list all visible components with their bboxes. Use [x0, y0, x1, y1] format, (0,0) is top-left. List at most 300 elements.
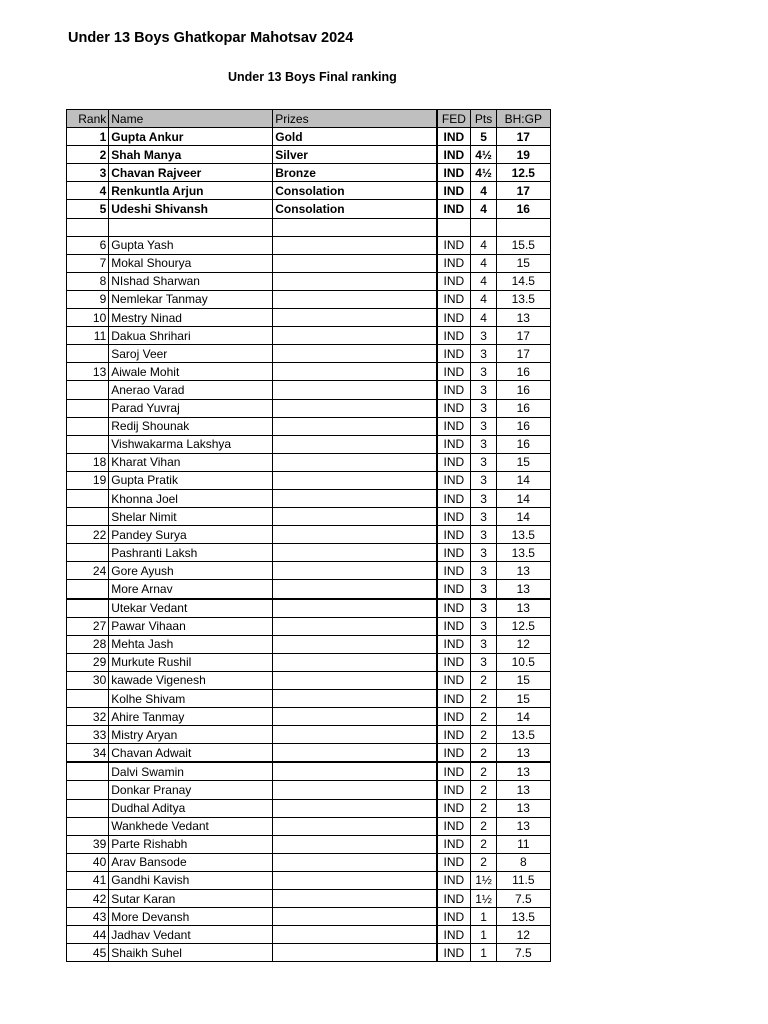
cell-rank — [67, 690, 109, 708]
table-row — [67, 381, 551, 399]
cell-rank — [67, 544, 109, 562]
table-row — [67, 726, 551, 744]
cell-prize — [273, 580, 437, 599]
cell-fed: IND — [437, 635, 471, 653]
cell-rank — [67, 417, 109, 435]
cell-bhgp: 12.5 — [496, 617, 550, 635]
cell-prize — [273, 544, 437, 562]
cell-bhgp: 13.5 — [496, 544, 550, 562]
table-row — [67, 526, 551, 544]
table-row — [67, 708, 551, 726]
cell-fed: IND — [437, 671, 471, 689]
cell-prize: Gold — [273, 128, 437, 146]
cell-prize — [273, 236, 437, 254]
table-row — [67, 272, 551, 290]
cell-prize — [273, 272, 437, 290]
cell-rank: 10 — [67, 309, 109, 327]
cell-rank — [67, 817, 109, 835]
table-row — [67, 744, 551, 763]
table-row — [67, 562, 551, 580]
cell-pts: 2 — [471, 726, 496, 744]
cell-rank: 29 — [67, 653, 109, 671]
cell-bhgp: 15 — [496, 453, 550, 471]
table-row — [67, 781, 551, 799]
document-title: Under 13 Boys Ghatkopar Mahotsav 2024 — [68, 30, 354, 46]
cell-fed: IND — [437, 799, 471, 817]
cell-bhgp: 12 — [496, 635, 550, 653]
cell-prize — [273, 944, 437, 962]
cell-prize — [273, 671, 437, 689]
cell-prize — [273, 817, 437, 835]
cell-name: Pawar Vihaan — [109, 617, 273, 635]
cell-pts: 3 — [471, 327, 496, 345]
cell-pts: 3 — [471, 617, 496, 635]
cell-fed: IND — [437, 327, 471, 345]
cell-fed: IND — [437, 453, 471, 471]
table-row — [67, 164, 551, 182]
table-row — [67, 345, 551, 363]
cell-bhgp: 16 — [496, 399, 550, 417]
cell-prize — [273, 254, 437, 272]
cell-name: Gandhi Kavish — [109, 871, 273, 889]
cell-prize — [273, 871, 437, 889]
cell-prize — [273, 908, 437, 926]
cell-name: Gore Ayush — [109, 562, 273, 580]
cell-prize — [273, 399, 437, 417]
cell-fed: IND — [437, 182, 471, 200]
table-row — [67, 254, 551, 272]
cell-name: Kharat Vihan — [109, 453, 273, 471]
cell-pts: 1½ — [471, 871, 496, 889]
cell-bhgp: 11 — [496, 835, 550, 853]
cell-bhgp: 14 — [496, 471, 550, 489]
cell-name: Dakua Shrihari — [109, 327, 273, 345]
cell-fed: IND — [437, 580, 471, 599]
cell-pts: 4 — [471, 236, 496, 254]
cell-rank: 18 — [67, 453, 109, 471]
cell-pts: 3 — [471, 526, 496, 544]
cell-pts: 2 — [471, 817, 496, 835]
table-row — [67, 671, 551, 689]
cell-fed — [437, 218, 471, 236]
cell-name: Chavan Rajveer — [109, 164, 273, 182]
table-row — [67, 890, 551, 908]
table-row — [67, 417, 551, 435]
cell-rank: 13 — [67, 363, 109, 381]
cell-bhgp: 12 — [496, 926, 550, 944]
cell-bhgp: 13 — [496, 799, 550, 817]
table-row — [67, 236, 551, 254]
cell-rank: 7 — [67, 254, 109, 272]
cell-fed: IND — [437, 254, 471, 272]
cell-prize — [273, 708, 437, 726]
cell-fed: IND — [437, 762, 471, 781]
table-row — [67, 327, 551, 345]
cell-rank: 22 — [67, 526, 109, 544]
cell-pts: 1 — [471, 926, 496, 944]
cell-rank: 41 — [67, 871, 109, 889]
cell-pts: 2 — [471, 835, 496, 853]
table-row — [67, 908, 551, 926]
cell-pts: 2 — [471, 690, 496, 708]
cell-bhgp: 17 — [496, 327, 550, 345]
cell-prize — [273, 327, 437, 345]
cell-pts: 4 — [471, 254, 496, 272]
cell-name: Gupta Yash — [109, 236, 273, 254]
cell-prize: Bronze — [273, 164, 437, 182]
cell-name: Shelar Nimit — [109, 508, 273, 526]
cell-fed: IND — [437, 617, 471, 635]
cell-fed: IND — [437, 653, 471, 671]
cell-fed: IND — [437, 417, 471, 435]
header-name: Name — [109, 110, 273, 128]
cell-pts: 3 — [471, 381, 496, 399]
cell-name: Shaikh Suhel — [109, 944, 273, 962]
cell-fed: IND — [437, 146, 471, 164]
cell-prize: Consolation — [273, 200, 437, 218]
cell-fed: IND — [437, 508, 471, 526]
table-row — [67, 635, 551, 653]
cell-rank: 44 — [67, 926, 109, 944]
table-header — [67, 110, 551, 128]
cell-pts: 4 — [471, 309, 496, 327]
cell-fed: IND — [437, 471, 471, 489]
cell-pts: 3 — [471, 544, 496, 562]
cell-pts: 5 — [471, 128, 496, 146]
cell-pts: 3 — [471, 562, 496, 580]
cell-rank — [67, 435, 109, 453]
cell-bhgp: 11.5 — [496, 871, 550, 889]
cell-prize — [273, 690, 437, 708]
cell-pts: 4 — [471, 182, 496, 200]
cell-name: Parad Yuvraj — [109, 399, 273, 417]
cell-rank — [67, 799, 109, 817]
cell-fed: IND — [437, 544, 471, 562]
cell-pts: 2 — [471, 671, 496, 689]
cell-fed: IND — [437, 690, 471, 708]
cell-prize — [273, 526, 437, 544]
cell-fed: IND — [437, 309, 471, 327]
cell-name: Aiwale Mohit — [109, 363, 273, 381]
cell-name: Jadhav Vedant — [109, 926, 273, 944]
cell-name: Mokal Shourya — [109, 254, 273, 272]
cell-name: Dudhal Aditya — [109, 799, 273, 817]
cell-pts: 3 — [471, 599, 496, 618]
cell-bhgp: 15 — [496, 690, 550, 708]
cell-name: Arav Bansode — [109, 853, 273, 871]
cell-bhgp: 16 — [496, 435, 550, 453]
cell-pts: 3 — [471, 471, 496, 489]
cell-name: Chavan Adwait — [109, 744, 273, 763]
cell-pts: 4½ — [471, 164, 496, 182]
cell-rank — [67, 489, 109, 507]
table-row — [67, 128, 551, 146]
cell-prize — [273, 635, 437, 653]
cell-rank: 2 — [67, 146, 109, 164]
cell-pts: 3 — [471, 653, 496, 671]
cell-fed: IND — [437, 381, 471, 399]
cell-name: Renkuntla Arjun — [109, 182, 273, 200]
cell-name: kawade Vigenesh — [109, 671, 273, 689]
cell-pts: 3 — [471, 580, 496, 599]
cell-bhgp: 13 — [496, 599, 550, 618]
cell-rank: 30 — [67, 671, 109, 689]
cell-prize — [273, 562, 437, 580]
table-row — [67, 799, 551, 817]
cell-pts: 3 — [471, 435, 496, 453]
table-row — [67, 944, 551, 962]
cell-pts: 1 — [471, 908, 496, 926]
table-row — [67, 653, 551, 671]
cell-name: Parte Rishabh — [109, 835, 273, 853]
cell-bhgp: 10.5 — [496, 653, 550, 671]
cell-prize: Consolation — [273, 182, 437, 200]
cell-bhgp: 13.5 — [496, 526, 550, 544]
cell-bhgp: 13.5 — [496, 908, 550, 926]
cell-bhgp: 17 — [496, 345, 550, 363]
cell-fed: IND — [437, 908, 471, 926]
cell-prize — [273, 926, 437, 944]
cell-fed: IND — [437, 871, 471, 889]
cell-rank: 8 — [67, 272, 109, 290]
cell-bhgp: 16 — [496, 381, 550, 399]
cell-bhgp — [496, 218, 550, 236]
cell-prize — [273, 363, 437, 381]
cell-name: Donkar Pranay — [109, 781, 273, 799]
cell-rank — [67, 781, 109, 799]
cell-pts: 3 — [471, 508, 496, 526]
cell-rank: 40 — [67, 853, 109, 871]
cell-bhgp: 13.5 — [496, 290, 550, 308]
cell-bhgp: 15 — [496, 671, 550, 689]
cell-prize: Silver — [273, 146, 437, 164]
cell-fed: IND — [437, 599, 471, 618]
cell-prize — [273, 853, 437, 871]
cell-rank: 19 — [67, 471, 109, 489]
cell-prize — [273, 435, 437, 453]
cell-rank — [67, 508, 109, 526]
cell-fed: IND — [437, 164, 471, 182]
cell-bhgp: 14 — [496, 508, 550, 526]
cell-pts: 3 — [471, 635, 496, 653]
cell-name: Redij Shounak — [109, 417, 273, 435]
table-row — [67, 762, 551, 781]
cell-bhgp: 14 — [496, 708, 550, 726]
cell-name: Pashranti Laksh — [109, 544, 273, 562]
header-prizes: Prizes — [273, 110, 437, 128]
cell-prize — [273, 453, 437, 471]
cell-prize — [273, 744, 437, 763]
cell-rank — [67, 580, 109, 599]
cell-prize — [273, 726, 437, 744]
cell-pts: 3 — [471, 417, 496, 435]
cell-name: Vishwakarma Lakshya — [109, 435, 273, 453]
cell-pts: 3 — [471, 399, 496, 417]
cell-name: Mehta Jash — [109, 635, 273, 653]
cell-pts: 4 — [471, 290, 496, 308]
cell-name: More Devansh — [109, 908, 273, 926]
cell-bhgp: 19 — [496, 146, 550, 164]
cell-name: Kolhe Shivam — [109, 690, 273, 708]
table-body — [67, 128, 551, 962]
cell-rank: 43 — [67, 908, 109, 926]
cell-name: Mistry Aryan — [109, 726, 273, 744]
document-subtitle: Under 13 Boys Final ranking — [228, 70, 397, 84]
cell-rank — [67, 762, 109, 781]
cell-rank: 4 — [67, 182, 109, 200]
cell-pts: 1 — [471, 944, 496, 962]
table-row — [67, 290, 551, 308]
table-row — [67, 309, 551, 327]
cell-rank: 27 — [67, 617, 109, 635]
cell-prize — [273, 381, 437, 399]
cell-pts: 3 — [471, 489, 496, 507]
cell-name: Gupta Ankur — [109, 128, 273, 146]
cell-bhgp: 8 — [496, 853, 550, 871]
cell-pts: 3 — [471, 363, 496, 381]
table-row — [67, 218, 551, 236]
cell-fed: IND — [437, 200, 471, 218]
cell-rank: 3 — [67, 164, 109, 182]
cell-rank: 39 — [67, 835, 109, 853]
cell-rank: 6 — [67, 236, 109, 254]
cell-name: Shah Manya — [109, 146, 273, 164]
cell-prize — [273, 890, 437, 908]
cell-name: Wankhede Vedant — [109, 817, 273, 835]
cell-bhgp: 13 — [496, 580, 550, 599]
cell-prize — [273, 799, 437, 817]
cell-name: Khonna Joel — [109, 489, 273, 507]
header-pts: Pts — [471, 110, 496, 128]
cell-bhgp: 13 — [496, 762, 550, 781]
cell-fed: IND — [437, 236, 471, 254]
table-row — [67, 508, 551, 526]
table-row — [67, 200, 551, 218]
cell-prize — [273, 290, 437, 308]
table-row — [67, 489, 551, 507]
cell-fed: IND — [437, 744, 471, 763]
cell-rank — [67, 218, 109, 236]
cell-prize — [273, 489, 437, 507]
cell-bhgp: 13 — [496, 781, 550, 799]
table-row — [67, 817, 551, 835]
cell-name: Nemlekar Tanmay — [109, 290, 273, 308]
cell-bhgp: 16 — [496, 417, 550, 435]
cell-fed: IND — [437, 944, 471, 962]
cell-rank: 34 — [67, 744, 109, 763]
cell-pts: 2 — [471, 708, 496, 726]
ranking-table — [66, 109, 551, 962]
cell-name: Gupta Pratik — [109, 471, 273, 489]
cell-name: Pandey Surya — [109, 526, 273, 544]
cell-bhgp: 15.5 — [496, 236, 550, 254]
table-row — [67, 926, 551, 944]
cell-bhgp: 15 — [496, 254, 550, 272]
cell-rank — [67, 599, 109, 618]
cell-bhgp: 12.5 — [496, 164, 550, 182]
cell-bhgp: 7.5 — [496, 890, 550, 908]
cell-fed: IND — [437, 363, 471, 381]
cell-name: Murkute Rushil — [109, 653, 273, 671]
cell-bhgp: 14.5 — [496, 272, 550, 290]
cell-fed: IND — [437, 708, 471, 726]
cell-rank: 28 — [67, 635, 109, 653]
cell-name: NIshad Sharwan — [109, 272, 273, 290]
cell-fed: IND — [437, 128, 471, 146]
cell-prize — [273, 345, 437, 363]
cell-bhgp: 13 — [496, 562, 550, 580]
table-row — [67, 580, 551, 599]
header-row — [67, 110, 551, 128]
cell-fed: IND — [437, 853, 471, 871]
cell-bhgp: 16 — [496, 363, 550, 381]
cell-rank: 24 — [67, 562, 109, 580]
cell-fed: IND — [437, 726, 471, 744]
table-row — [67, 363, 551, 381]
cell-prize — [273, 417, 437, 435]
cell-rank — [67, 345, 109, 363]
cell-bhgp: 14 — [496, 489, 550, 507]
cell-prize — [273, 835, 437, 853]
cell-bhgp: 7.5 — [496, 944, 550, 962]
table-row — [67, 599, 551, 618]
cell-fed: IND — [437, 890, 471, 908]
cell-pts: 3 — [471, 453, 496, 471]
cell-prize — [273, 762, 437, 781]
table-row — [67, 690, 551, 708]
cell-pts: 2 — [471, 853, 496, 871]
cell-pts: 4 — [471, 272, 496, 290]
cell-bhgp: 13.5 — [496, 726, 550, 744]
cell-name: Mestry Ninad — [109, 309, 273, 327]
cell-name: Udeshi Shivansh — [109, 200, 273, 218]
cell-fed: IND — [437, 489, 471, 507]
cell-rank — [67, 381, 109, 399]
cell-pts: 2 — [471, 744, 496, 763]
cell-rank: 1 — [67, 128, 109, 146]
cell-pts: 2 — [471, 799, 496, 817]
cell-name: Dalvi Swamin — [109, 762, 273, 781]
cell-bhgp: 16 — [496, 200, 550, 218]
cell-prize — [273, 617, 437, 635]
cell-rank: 42 — [67, 890, 109, 908]
cell-name — [109, 218, 273, 236]
cell-rank: 32 — [67, 708, 109, 726]
cell-prize — [273, 218, 437, 236]
cell-name: Saroj Veer — [109, 345, 273, 363]
table-row — [67, 146, 551, 164]
cell-pts — [471, 218, 496, 236]
table-row — [67, 617, 551, 635]
cell-rank: 5 — [67, 200, 109, 218]
cell-prize — [273, 471, 437, 489]
cell-rank: 45 — [67, 944, 109, 962]
cell-name: Utekar Vedant — [109, 599, 273, 618]
cell-fed: IND — [437, 781, 471, 799]
cell-rank — [67, 399, 109, 417]
cell-pts: 3 — [471, 345, 496, 363]
cell-rank: 33 — [67, 726, 109, 744]
cell-pts: 2 — [471, 762, 496, 781]
cell-pts: 4½ — [471, 146, 496, 164]
cell-fed: IND — [437, 290, 471, 308]
table-row — [67, 544, 551, 562]
header-rank: Rank — [67, 110, 109, 128]
cell-name: Sutar Karan — [109, 890, 273, 908]
cell-rank: 11 — [67, 327, 109, 345]
cell-fed: IND — [437, 817, 471, 835]
table-row — [67, 471, 551, 489]
